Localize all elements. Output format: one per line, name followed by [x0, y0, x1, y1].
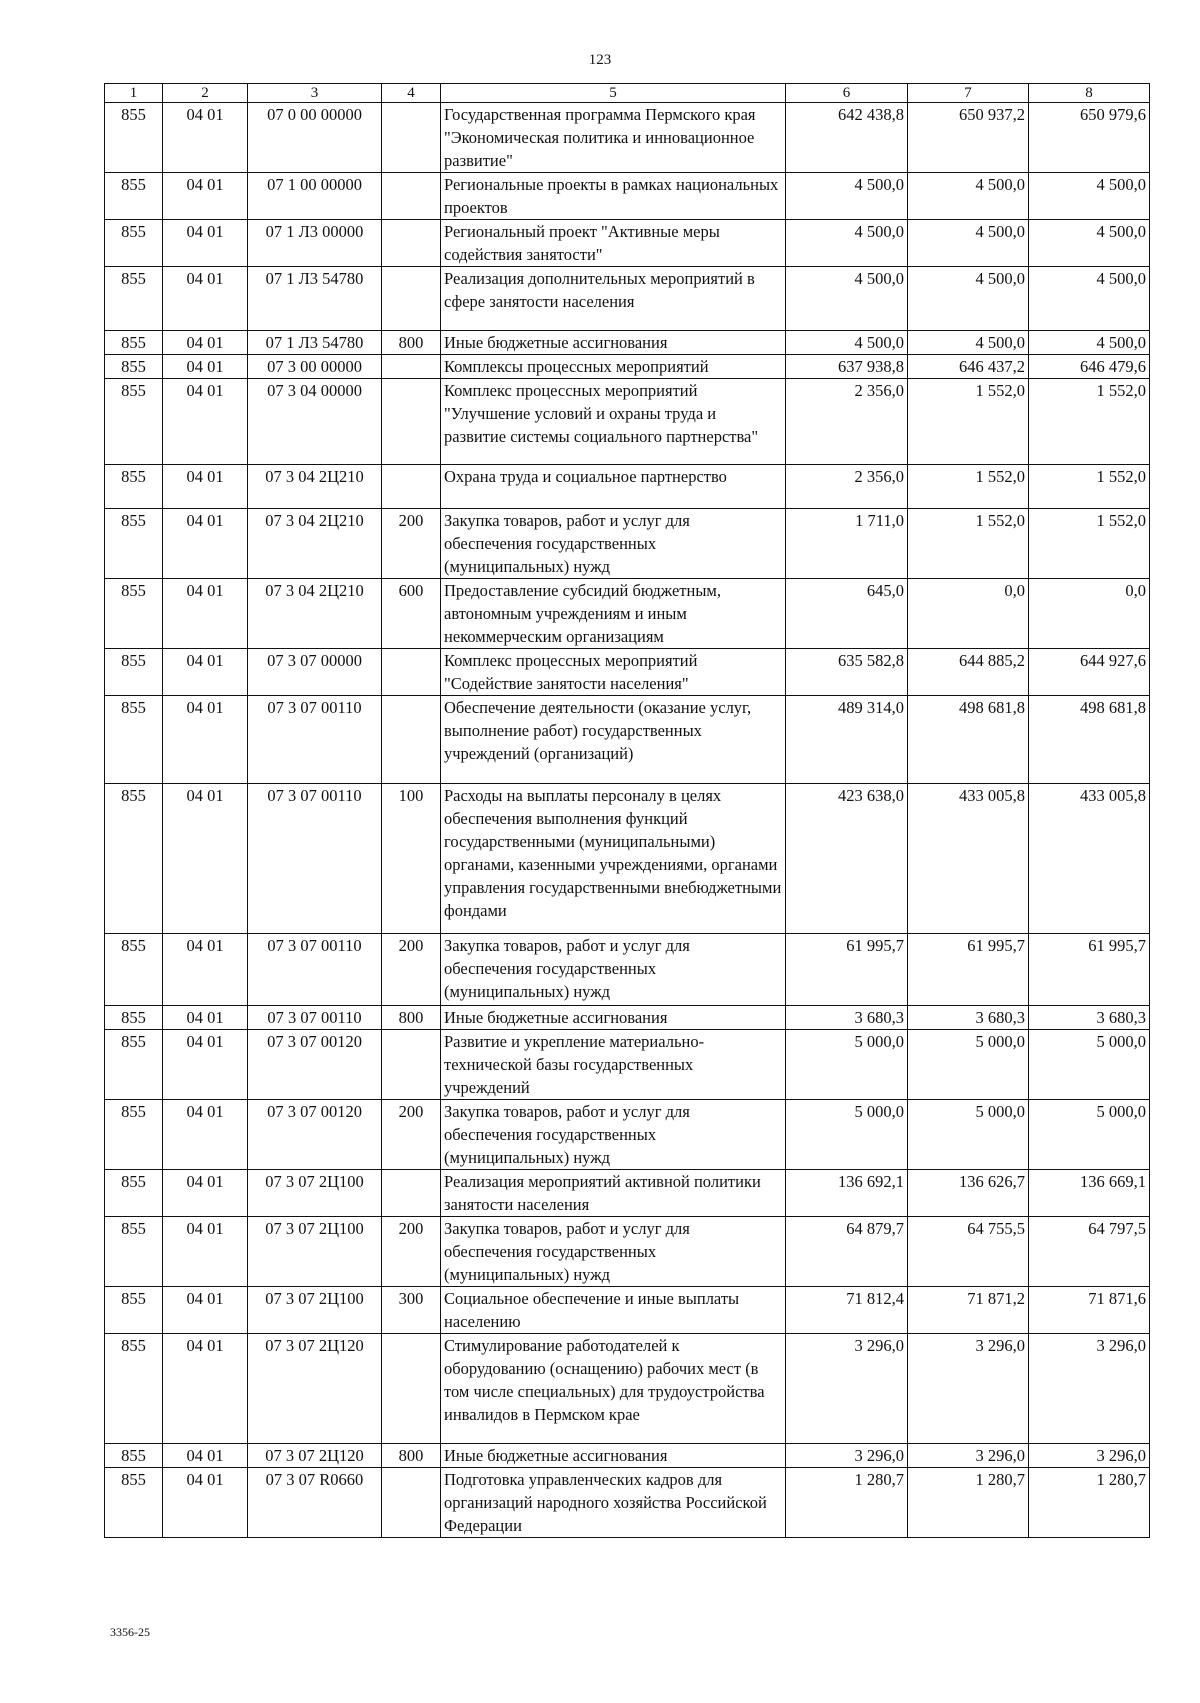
cell-expense-type: 800	[382, 1006, 441, 1030]
cell-amount-7: 4 500,0	[908, 267, 1029, 331]
cell-section: 04 01	[163, 331, 248, 355]
cell-name: Иные бюджетные ассигнования	[441, 331, 786, 355]
cell-amount-6: 5 000,0	[786, 1030, 908, 1100]
table-header-row	[105, 84, 1150, 103]
cell-amount-6: 5 000,0	[786, 1100, 908, 1170]
cell-amount-7: 4 500,0	[908, 173, 1029, 220]
cell-expense-type: 600	[382, 579, 441, 649]
cell-section: 04 01	[163, 379, 248, 465]
cell-target-item: 07 3 07 00000	[248, 649, 382, 696]
cell-target-item: 07 3 04 00000	[248, 379, 382, 465]
cell-amount-8: 1 552,0	[1029, 379, 1150, 465]
table-row	[105, 220, 1150, 267]
cell-amount-7: 498 681,8	[908, 696, 1029, 784]
cell-expense-type: 200	[382, 934, 441, 1006]
table-row	[105, 696, 1150, 784]
cell-amount-7: 650 937,2	[908, 103, 1029, 173]
cell-gr: 855	[105, 355, 163, 379]
cell-amount-6: 4 500,0	[786, 267, 908, 331]
cell-target-item: 07 1 Л3 54780	[248, 267, 382, 331]
cell-amount-8: 3 680,3	[1029, 1006, 1150, 1030]
cell-amount-8: 64 797,5	[1029, 1217, 1150, 1287]
cell-amount-7: 1 552,0	[908, 465, 1029, 509]
cell-gr: 855	[105, 103, 163, 173]
cell-name: Комплексы процессных мероприятий	[441, 355, 786, 379]
cell-expense-type: 300	[382, 1287, 441, 1334]
column-header: 5	[441, 84, 786, 103]
cell-amount-7: 4 500,0	[908, 220, 1029, 267]
cell-gr: 855	[105, 465, 163, 509]
table-row	[105, 103, 1150, 173]
cell-target-item: 07 3 00 00000	[248, 355, 382, 379]
table-row	[105, 784, 1150, 934]
cell-amount-6: 71 812,4	[786, 1287, 908, 1334]
cell-amount-6: 423 638,0	[786, 784, 908, 934]
cell-amount-8: 61 995,7	[1029, 934, 1150, 1006]
cell-amount-7: 61 995,7	[908, 934, 1029, 1006]
cell-expense-type	[382, 355, 441, 379]
table-row	[105, 1170, 1150, 1217]
cell-target-item: 07 3 07 00110	[248, 1006, 382, 1030]
cell-gr: 855	[105, 784, 163, 934]
cell-amount-7: 5 000,0	[908, 1030, 1029, 1100]
cell-amount-6: 635 582,8	[786, 649, 908, 696]
cell-target-item: 07 3 07 R0660	[248, 1468, 382, 1538]
table-row	[105, 379, 1150, 465]
table-row	[105, 1217, 1150, 1287]
cell-amount-6: 136 692,1	[786, 1170, 908, 1217]
cell-expense-type	[382, 173, 441, 220]
table-row	[105, 465, 1150, 509]
cell-section: 04 01	[163, 1030, 248, 1100]
cell-expense-type: 200	[382, 1100, 441, 1170]
column-header: 1	[105, 84, 163, 103]
cell-amount-7: 71 871,2	[908, 1287, 1029, 1334]
table-row	[105, 331, 1150, 355]
cell-expense-type	[382, 649, 441, 696]
table-row	[105, 1100, 1150, 1170]
cell-amount-8: 5 000,0	[1029, 1030, 1150, 1100]
cell-amount-6: 3 296,0	[786, 1334, 908, 1444]
cell-amount-7: 433 005,8	[908, 784, 1029, 934]
column-header: 4	[382, 84, 441, 103]
cell-amount-6: 4 500,0	[786, 331, 908, 355]
cell-name: Реализация дополнительных мероприятий в сфере занятости населения	[441, 267, 786, 331]
cell-amount-8: 498 681,8	[1029, 696, 1150, 784]
cell-target-item: 07 1 Л3 00000	[248, 220, 382, 267]
cell-amount-6: 2 356,0	[786, 465, 908, 509]
cell-expense-type	[382, 379, 441, 465]
cell-section: 04 01	[163, 784, 248, 934]
cell-amount-8: 646 479,6	[1029, 355, 1150, 379]
cell-gr: 855	[105, 1287, 163, 1334]
cell-target-item: 07 3 04 2Ц210	[248, 579, 382, 649]
cell-section: 04 01	[163, 649, 248, 696]
column-header: 3	[248, 84, 382, 103]
cell-section: 04 01	[163, 220, 248, 267]
table-row	[105, 509, 1150, 579]
cell-amount-7: 1 552,0	[908, 379, 1029, 465]
cell-section: 04 01	[163, 934, 248, 1006]
cell-amount-6: 637 938,8	[786, 355, 908, 379]
cell-amount-6: 2 356,0	[786, 379, 908, 465]
cell-expense-type	[382, 1030, 441, 1100]
cell-target-item: 07 3 07 00110	[248, 784, 382, 934]
cell-gr: 855	[105, 579, 163, 649]
document-code: 3356-25	[110, 1625, 150, 1639]
cell-amount-6: 3 680,3	[786, 1006, 908, 1030]
cell-amount-8: 71 871,6	[1029, 1287, 1150, 1334]
cell-amount-8: 4 500,0	[1029, 220, 1150, 267]
cell-gr: 855	[105, 267, 163, 331]
cell-gr: 855	[105, 649, 163, 696]
cell-gr: 855	[105, 696, 163, 784]
cell-expense-type	[382, 1170, 441, 1217]
cell-amount-8: 1 280,7	[1029, 1468, 1150, 1538]
cell-expense-type: 200	[382, 509, 441, 579]
cell-amount-7: 3 296,0	[908, 1334, 1029, 1444]
cell-name: Государственная программа Пермского края "Экономическая политика и инновационное развитие"	[441, 103, 786, 173]
table-row	[105, 649, 1150, 696]
cell-amount-7: 4 500,0	[908, 331, 1029, 355]
cell-name: Закупка товаров, работ и услуг для обеспечения государственных (муниципальных) нужд	[441, 934, 786, 1006]
cell-amount-7: 644 885,2	[908, 649, 1029, 696]
cell-target-item: 07 0 00 00000	[248, 103, 382, 173]
cell-amount-8: 1 552,0	[1029, 509, 1150, 579]
column-header: 6	[786, 84, 908, 103]
cell-name: Иные бюджетные ассигнования	[441, 1444, 786, 1468]
cell-gr: 855	[105, 934, 163, 1006]
cell-gr: 855	[105, 1334, 163, 1444]
cell-expense-type	[382, 1334, 441, 1444]
cell-target-item: 07 3 07 00110	[248, 934, 382, 1006]
cell-target-item: 07 1 Л3 54780	[248, 331, 382, 355]
cell-gr: 855	[105, 509, 163, 579]
cell-amount-7: 5 000,0	[908, 1100, 1029, 1170]
cell-amount-6: 489 314,0	[786, 696, 908, 784]
cell-amount-7: 3 680,3	[908, 1006, 1029, 1030]
cell-amount-7: 646 437,2	[908, 355, 1029, 379]
table-row	[105, 1030, 1150, 1100]
table-row	[105, 1287, 1150, 1334]
cell-target-item: 07 3 07 2Ц120	[248, 1444, 382, 1468]
column-header: 8	[1029, 84, 1150, 103]
cell-name: Охрана труда и социальное партнерство	[441, 465, 786, 509]
table-row	[105, 934, 1150, 1006]
cell-name: Расходы на выплаты персоналу в целях обеспечения выполнения функций государственными (муниципальными) органами, казенными учреждениями, органами управления государственными внебюджетными фондами	[441, 784, 786, 934]
budget-table	[104, 83, 1150, 1538]
cell-section: 04 01	[163, 267, 248, 331]
cell-expense-type: 100	[382, 784, 441, 934]
cell-amount-7: 1 552,0	[908, 509, 1029, 579]
cell-gr: 855	[105, 1468, 163, 1538]
cell-amount-7: 1 280,7	[908, 1468, 1029, 1538]
cell-gr: 855	[105, 1217, 163, 1287]
cell-name: Комплекс процессных мероприятий "Улучшение условий и охраны труда и развитие системы социального партнерства"	[441, 379, 786, 465]
cell-expense-type	[382, 696, 441, 784]
cell-amount-7: 3 296,0	[908, 1444, 1029, 1468]
cell-amount-8: 136 669,1	[1029, 1170, 1150, 1217]
cell-amount-8: 4 500,0	[1029, 267, 1150, 331]
cell-expense-type	[382, 220, 441, 267]
cell-amount-6: 1 711,0	[786, 509, 908, 579]
cell-amount-6: 64 879,7	[786, 1217, 908, 1287]
cell-amount-8: 3 296,0	[1029, 1334, 1150, 1444]
cell-amount-6: 645,0	[786, 579, 908, 649]
cell-amount-6: 3 296,0	[786, 1444, 908, 1468]
cell-amount-7: 136 626,7	[908, 1170, 1029, 1217]
cell-target-item: 07 1 00 00000	[248, 173, 382, 220]
cell-amount-6: 1 280,7	[786, 1468, 908, 1538]
cell-amount-8: 644 927,6	[1029, 649, 1150, 696]
cell-name: Региональный проект "Активные меры содействия занятости"	[441, 220, 786, 267]
cell-section: 04 01	[163, 103, 248, 173]
cell-expense-type	[382, 1468, 441, 1538]
cell-target-item: 07 3 07 2Ц100	[248, 1217, 382, 1287]
cell-amount-8: 3 296,0	[1029, 1444, 1150, 1468]
cell-section: 04 01	[163, 1287, 248, 1334]
cell-section: 04 01	[163, 355, 248, 379]
table-row	[105, 173, 1150, 220]
cell-target-item: 07 3 07 00120	[248, 1100, 382, 1170]
cell-amount-8: 4 500,0	[1029, 173, 1150, 220]
cell-amount-8: 4 500,0	[1029, 331, 1150, 355]
cell-name: Реализация мероприятий активной политики занятости населения	[441, 1170, 786, 1217]
cell-section: 04 01	[163, 509, 248, 579]
cell-expense-type	[382, 103, 441, 173]
cell-amount-6: 4 500,0	[786, 220, 908, 267]
cell-gr: 855	[105, 1100, 163, 1170]
cell-gr: 855	[105, 1006, 163, 1030]
cell-target-item: 07 3 07 2Ц120	[248, 1334, 382, 1444]
cell-name: Социальное обеспечение и иные выплаты населению	[441, 1287, 786, 1334]
cell-name: Обеспечение деятельности (оказание услуг, выполнение работ) государственных учреждений (организаций)	[441, 696, 786, 784]
cell-section: 04 01	[163, 1334, 248, 1444]
cell-section: 04 01	[163, 1100, 248, 1170]
table-row	[105, 267, 1150, 331]
cell-section: 04 01	[163, 696, 248, 784]
cell-target-item: 07 3 07 2Ц100	[248, 1170, 382, 1217]
cell-name: Подготовка управленческих кадров для организаций народного хозяйства Российской Федерации	[441, 1468, 786, 1538]
cell-amount-7: 0,0	[908, 579, 1029, 649]
cell-amount-6: 642 438,8	[786, 103, 908, 173]
cell-expense-type: 800	[382, 331, 441, 355]
cell-name: Развитие и укрепление материально-технической базы государственных учреждений	[441, 1030, 786, 1100]
cell-gr: 855	[105, 1030, 163, 1100]
cell-gr: 855	[105, 220, 163, 267]
cell-name: Стимулирование работодателей к оборудованию (оснащению) рабочих мест (в том числе специальных) для трудоустройства инвалидов в Пермском крае	[441, 1334, 786, 1444]
cell-target-item: 07 3 04 2Ц210	[248, 465, 382, 509]
table-row	[105, 1006, 1150, 1030]
cell-gr: 855	[105, 379, 163, 465]
table-row	[105, 1444, 1150, 1468]
cell-target-item: 07 3 04 2Ц210	[248, 509, 382, 579]
table-row	[105, 579, 1150, 649]
cell-gr: 855	[105, 173, 163, 220]
column-header: 7	[908, 84, 1029, 103]
column-header: 2	[163, 84, 248, 103]
cell-name: Закупка товаров, работ и услуг для обеспечения государственных (муниципальных) нужд	[441, 509, 786, 579]
cell-amount-8: 650 979,6	[1029, 103, 1150, 173]
cell-section: 04 01	[163, 1170, 248, 1217]
cell-target-item: 07 3 07 00120	[248, 1030, 382, 1100]
cell-name: Региональные проекты в рамках национальных проектов	[441, 173, 786, 220]
cell-amount-8: 0,0	[1029, 579, 1150, 649]
table-row	[105, 355, 1150, 379]
cell-expense-type: 200	[382, 1217, 441, 1287]
cell-section: 04 01	[163, 1444, 248, 1468]
table-row	[105, 1334, 1150, 1444]
cell-amount-6: 61 995,7	[786, 934, 908, 1006]
cell-name: Закупка товаров, работ и услуг для обеспечения государственных (муниципальных) нужд	[441, 1100, 786, 1170]
cell-amount-6: 4 500,0	[786, 173, 908, 220]
cell-section: 04 01	[163, 1468, 248, 1538]
cell-amount-7: 64 755,5	[908, 1217, 1029, 1287]
cell-section: 04 01	[163, 1217, 248, 1287]
cell-amount-8: 5 000,0	[1029, 1100, 1150, 1170]
cell-section: 04 01	[163, 1006, 248, 1030]
cell-section: 04 01	[163, 579, 248, 649]
cell-amount-8: 1 552,0	[1029, 465, 1150, 509]
cell-gr: 855	[105, 1444, 163, 1468]
cell-amount-8: 433 005,8	[1029, 784, 1150, 934]
page-number: 123	[588, 52, 612, 68]
cell-name: Комплекс процессных мероприятий "Содействие занятости населения"	[441, 649, 786, 696]
cell-expense-type	[382, 267, 441, 331]
cell-name: Иные бюджетные ассигнования	[441, 1006, 786, 1030]
cell-expense-type	[382, 465, 441, 509]
cell-target-item: 07 3 07 00110	[248, 696, 382, 784]
cell-section: 04 01	[163, 173, 248, 220]
cell-name: Предоставление субсидий бюджетным, автономным учреждениям и иным некоммерческим организациям	[441, 579, 786, 649]
cell-target-item: 07 3 07 2Ц100	[248, 1287, 382, 1334]
table-row	[105, 1468, 1150, 1538]
cell-expense-type: 800	[382, 1444, 441, 1468]
cell-gr: 855	[105, 1170, 163, 1217]
cell-section: 04 01	[163, 465, 248, 509]
cell-gr: 855	[105, 331, 163, 355]
cell-name: Закупка товаров, работ и услуг для обеспечения государственных (муниципальных) нужд	[441, 1217, 786, 1287]
